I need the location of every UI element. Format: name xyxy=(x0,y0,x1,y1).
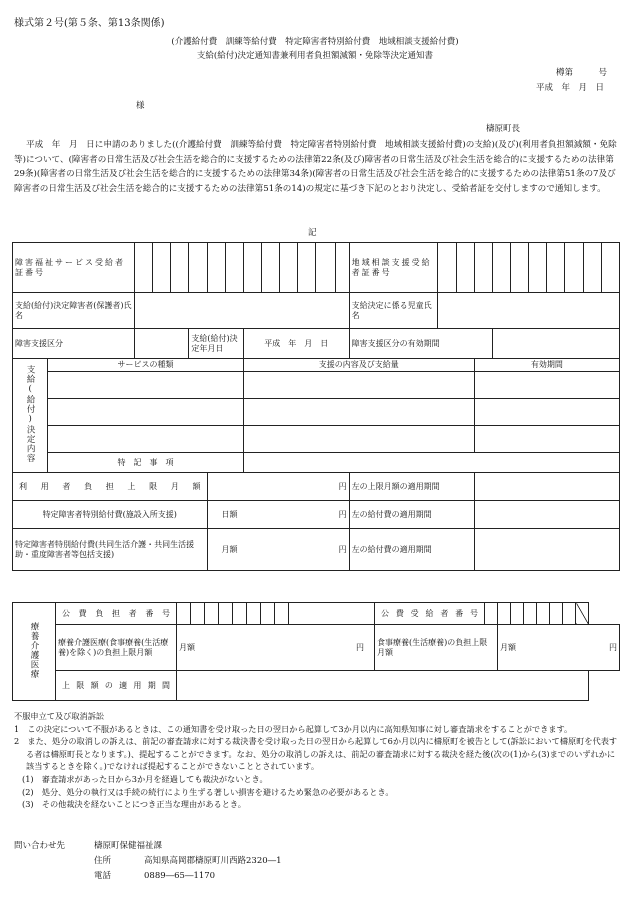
digit-box xyxy=(233,603,247,625)
decision-table xyxy=(12,242,620,571)
spacer-cell xyxy=(316,243,335,293)
digit-box xyxy=(261,603,275,625)
special1-label: 特定障害者特別給付費(施設入所支援) xyxy=(13,501,208,529)
medical-limit-value xyxy=(177,625,375,671)
digit-box xyxy=(225,243,243,293)
special2-row xyxy=(13,529,620,571)
special2-yen: 円 xyxy=(338,544,347,554)
digit-box xyxy=(524,603,537,625)
special2-amount xyxy=(207,529,349,571)
content-row xyxy=(13,399,620,426)
digit-box xyxy=(205,603,219,625)
decided-person-value xyxy=(134,293,349,329)
meal-limit-label: 食事療養(生活療養)の負担上限月額 xyxy=(375,625,498,671)
digit-box xyxy=(492,243,510,293)
form-number: 様式第２号(第５条、第13条関係) xyxy=(14,18,165,29)
special2-monthly: 月額 xyxy=(221,544,238,554)
cert-number-row xyxy=(13,243,620,293)
contact-tel-label: 電話 xyxy=(94,871,112,881)
medical-monthly: 月額 xyxy=(179,642,195,652)
support-class-value xyxy=(134,329,188,359)
limit-period-row xyxy=(13,671,620,701)
medical-side-label xyxy=(13,603,56,701)
user-limit-period-label: 左の上限月額の適用期間 xyxy=(349,473,474,501)
medical-yen: 円 xyxy=(356,642,364,652)
notes-sub-2: (2) 処分、処分の執行又は手続の続行により生ずる著しい損害を避けるため緊急の必要があるとき。 xyxy=(22,786,394,797)
child-label: 支給決定に係る児童氏名 xyxy=(349,293,438,329)
notes-section xyxy=(14,710,618,811)
title-line-1: (介護給付費 訓練等給付費 特定障害者特別給付費 地域相談支援給付費) xyxy=(171,37,459,47)
special-note-label: 特 記 事 項 xyxy=(48,453,244,473)
limit-period-value xyxy=(177,671,589,701)
special1-amount xyxy=(207,501,349,529)
content-row xyxy=(13,426,620,453)
digit-box xyxy=(456,243,474,293)
user-limit-period-value xyxy=(474,473,619,501)
digit-box xyxy=(583,243,601,293)
issue-date: 平成 年 月 日 xyxy=(536,83,605,93)
payer-no-label: 公費負担者番号 xyxy=(56,603,177,625)
digit-box xyxy=(601,243,619,293)
intro-paragraph: 平成 年 月 日に申請のありました((介護給付費 訓練等給付費 特定障害者特別給付費 地域相談支援給付費)の支給)(及び)(利用者負担額減額・免除等)について、(障害者の日常生活及び社会生活を総合的に支援するための法律第22条(及び)障害者の日常生活及び社会生活を総合的に支援するための法律第29条)(障害者の日常生活及び社会生活を総合的に支援するための法律第34条)(障害者の日常生活及び社会生活を総合的に支援するための法律第51条の7及び障害者の日常生活及び社会生活を総合的に支援するための法律第51条の14)の規定に基づき下記のとおり決定し、受給者証を交付しますので通知します。 xyxy=(14,140,617,194)
digit-box xyxy=(261,243,279,293)
user-limit-row xyxy=(13,473,620,501)
service-cell xyxy=(48,426,244,453)
notes-item-2: 2 また、処分の取消しの訴えは、前記の審査請求に対する裁決書を受け取った日の翌日から起算して6か月以内に檮原町を被告として(訴訟において檮原町を代表する者は檮原町長となります。)、提起することができます。なお、処分の取消しの訴えは、前記の審査請求に対する裁決を経た後(次の(1)から(3)までのいずれかに該当するときを除く。)でなければ提起することができないこととされています。 xyxy=(14,736,618,772)
class-row xyxy=(13,329,620,359)
amount-cell xyxy=(243,372,474,399)
decision-date-label: 支給(給付)決定年月日 xyxy=(189,329,243,359)
digit-box xyxy=(485,603,498,625)
period-cell xyxy=(474,399,619,426)
recipient-no-label: 公費受給者番号 xyxy=(375,603,485,625)
consult-cert-label: 地域相談支援受給者証番号 xyxy=(349,243,438,293)
digit-box xyxy=(134,243,152,293)
digit-box xyxy=(550,603,563,625)
digit-box xyxy=(189,243,207,293)
digit-box xyxy=(275,603,289,625)
period-cell xyxy=(474,426,619,453)
document-number: 樽第 号 xyxy=(556,68,608,78)
content-side-label xyxy=(13,359,48,473)
period-cell xyxy=(474,372,619,399)
digit-box xyxy=(153,243,171,293)
digit-box xyxy=(243,243,261,293)
digit-box xyxy=(576,603,589,625)
special2-period-value xyxy=(474,529,619,571)
spacer-cell xyxy=(335,243,349,293)
meal-limit-value xyxy=(498,625,620,671)
support-class-label: 障害支援区分 xyxy=(13,329,135,359)
medical-table xyxy=(12,602,620,701)
digit-box xyxy=(537,603,550,625)
decided-person-label: 支給(給付)決定障害者(保護者)氏名 xyxy=(13,293,135,329)
ki-label: 記 xyxy=(308,228,317,238)
medical-side-text: 療養介護医療 xyxy=(29,621,39,679)
col-service: サービスの種類 xyxy=(48,359,244,372)
medical-limit-row xyxy=(13,625,620,671)
user-limit-label: 利用者負担上限月額 xyxy=(13,473,208,501)
contact-tel: 0889―65―1170 xyxy=(144,871,216,881)
digit-box xyxy=(207,243,225,293)
digit-box xyxy=(547,243,565,293)
digit-box xyxy=(563,603,576,625)
special1-period-label: 左の給付費の適用期間 xyxy=(349,501,474,529)
content-header-row xyxy=(13,359,620,372)
amount-cell xyxy=(243,426,474,453)
content-row xyxy=(13,372,620,399)
digit-box xyxy=(511,603,524,625)
special1-row xyxy=(13,501,620,529)
special2-period-label: 左の給付費の適用期間 xyxy=(349,529,474,571)
special1-daily: 日額 xyxy=(221,509,238,519)
digit-box xyxy=(298,243,316,293)
title-line-2: 支給(給付)決定通知書兼利用者負担額減額・免除等決定通知書 xyxy=(196,51,434,61)
digit-box xyxy=(177,603,191,625)
class-validity-label: 障害支援区分の有効期間 xyxy=(349,329,492,359)
content-side-text: 支給(給付)決定内容 xyxy=(25,365,36,463)
digit-box xyxy=(529,243,547,293)
child-value xyxy=(438,293,620,329)
digit-box xyxy=(191,603,205,625)
contact-dept: 檮原町保健福祉課 xyxy=(94,841,163,851)
welfare-cert-label: 障害福祉サービス受給者証番号 xyxy=(13,243,135,293)
medical-limit-label: 療養介護医療(食事療養(生活療養)を除く)の負担上限月額 xyxy=(56,625,177,671)
contact-addr-label: 住所 xyxy=(94,856,112,866)
spacer-cell xyxy=(289,603,375,625)
digit-box xyxy=(498,603,511,625)
amount-cell xyxy=(243,399,474,426)
special-note-row xyxy=(13,453,620,473)
special1-period-value xyxy=(474,501,619,529)
notes-sub-1: (1) 審査請求があった日から3か月を経過しても裁決がないとき。 xyxy=(22,773,268,784)
special2-label: 特定障害者特別給付費(共同生活介護・共同生活援助・重度障害者等包括支援) xyxy=(13,529,208,571)
decision-date-value: 平成 年 月 日 xyxy=(243,329,349,359)
service-cell xyxy=(48,372,244,399)
digit-box xyxy=(219,603,233,625)
special-note-value xyxy=(243,453,619,473)
class-validity-value xyxy=(492,329,619,359)
addressee-suffix: 様 xyxy=(136,101,145,111)
person-row xyxy=(13,293,620,329)
meal-yen: 円 xyxy=(609,642,617,652)
special1-yen: 円 xyxy=(338,509,347,519)
digit-box xyxy=(565,243,583,293)
digit-box xyxy=(510,243,528,293)
contact-addr: 高知県高岡郡檮原町川西路2320―1 xyxy=(144,856,282,866)
digit-box xyxy=(474,243,492,293)
notes-item-1: 1 この決定について不服があるときは、この通知書を受け取った日の翌日から起算して3か月以内に高知県知事に対し審査請求をすることができます。 xyxy=(14,723,573,734)
digit-box xyxy=(247,603,261,625)
service-cell xyxy=(48,399,244,426)
meal-monthly: 月額 xyxy=(500,642,516,652)
user-limit-yen: 円 xyxy=(207,473,349,501)
notes-sub-3: (3) その他裁決を経ないことにつき正当な理由があるとき。 xyxy=(22,799,246,810)
limit-period-label: 上限額の適用期間 xyxy=(56,671,177,701)
issuer-name: 檮原町長 xyxy=(486,124,521,134)
digit-box xyxy=(171,243,189,293)
notes-heading: 不服申立て及び取消訴訟 xyxy=(14,711,105,721)
col-amount: 支援の内容及び支給量 xyxy=(243,359,474,372)
public-number-row xyxy=(13,603,620,625)
digit-box xyxy=(438,243,456,293)
contact-label: 問い合わせ先 xyxy=(14,841,66,851)
digit-box xyxy=(280,243,298,293)
col-period: 有効期間 xyxy=(474,359,619,372)
